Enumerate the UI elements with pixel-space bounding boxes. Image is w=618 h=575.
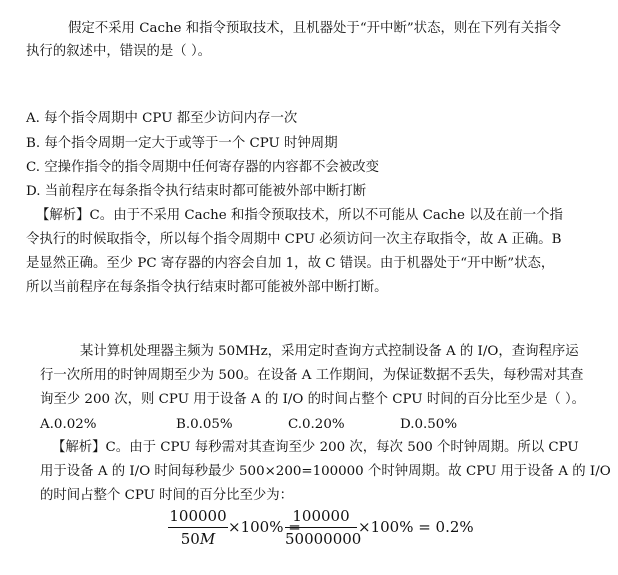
q1-analysis-line-1: 【解析】C。由于不采用 Cache 和指令预取技术，所以不可能从 Cache 以及在前一个指: [36, 208, 563, 223]
q2-analysis-line-2: 用于设备 A 的 I/O 时间每秒最少 500×200=100000 个时钟周期。故 CPU 用于设备 A 的 I/O: [40, 464, 611, 479]
fraction-2: [285, 506, 362, 549]
fraction-2-denominator: 50000000: [285, 530, 362, 548]
q1-analysis-line-2: 令执行的时候取指令，所以每个指令周期中 CPU 必须访问一次主存取指令，故 A 正确。B: [26, 232, 562, 247]
q2-stem-line-2: 行一次所用的时钟周期至少为 500。在设备 A 工作期间，为保证数据不丢失，每秒需对其查: [40, 368, 584, 383]
q2-options-row: [40, 414, 600, 436]
times-100-percent-1: ×100% =: [228, 518, 301, 536]
fraction-1: [168, 506, 228, 549]
fraction-1-bar: [168, 527, 228, 528]
q1-stem-line-2: 执行的叙述中，错误的是（ ）。: [26, 44, 212, 59]
fraction-2-bar: [285, 527, 357, 528]
times-100-percent-result: ×100% = 0.2%: [358, 518, 474, 536]
q1-option-b: B. 每个指令周期一定大于或等于一个 CPU 时钟周期: [26, 136, 338, 151]
q2-option-a: A.0.02%: [40, 417, 97, 432]
q1-analysis-line-3: 是显然正确。至少 PC 寄存器的内容会自加 1，故 C 错误。由于机器处于“开中断”状态，: [26, 256, 555, 271]
q2-analysis-line-1: 【解析】C。由于 CPU 每秒需对其查询至少 200 次，每次 500 个时钟周期。所以 CPU: [52, 440, 579, 455]
fraction-2-numerator: 100000: [292, 507, 350, 525]
q1-analysis-line-4: 所以当前程序在每条指令执行结束时都可能被外部中断打断。: [26, 280, 388, 295]
q1-option-a: A. 每个指令周期中 CPU 都至少访问内存一次: [26, 111, 298, 126]
q2-option-b: B.0.05%: [176, 417, 233, 432]
fraction-1-denominator: 50M: [180, 530, 216, 548]
q2-option-d: D.0.50%: [400, 417, 458, 432]
q2-stem-line-1: 某计算机处理器主频为 50MHz，采用定时查询方式控制设备 A 的 I/O，查询程序运: [80, 344, 579, 359]
fraction-1-numerator: 100000: [169, 507, 227, 525]
q1-option-c: C. 空操作指令的指令周期中任何寄存器的内容都不会被改变: [26, 160, 380, 175]
q2-analysis-line-3: 的时间占整个 CPU 时间的百分比至少为：: [40, 488, 294, 503]
q1-stem-line-1: 假定不采用 Cache 和指令预取技术，且机器处于“开中断”状态，则在下列有关指令: [68, 21, 561, 36]
q2-option-c: C.0.20%: [288, 417, 345, 432]
q2-stem-line-3: 询至少 200 次，则 CPU 用于设备 A 的 I/O 的时间占整个 CPU 时间的百分比至少是（ ）。: [40, 392, 586, 407]
q1-option-d: D. 当前程序在每条指令执行结束时都可能被外部中断打断: [26, 184, 367, 199]
